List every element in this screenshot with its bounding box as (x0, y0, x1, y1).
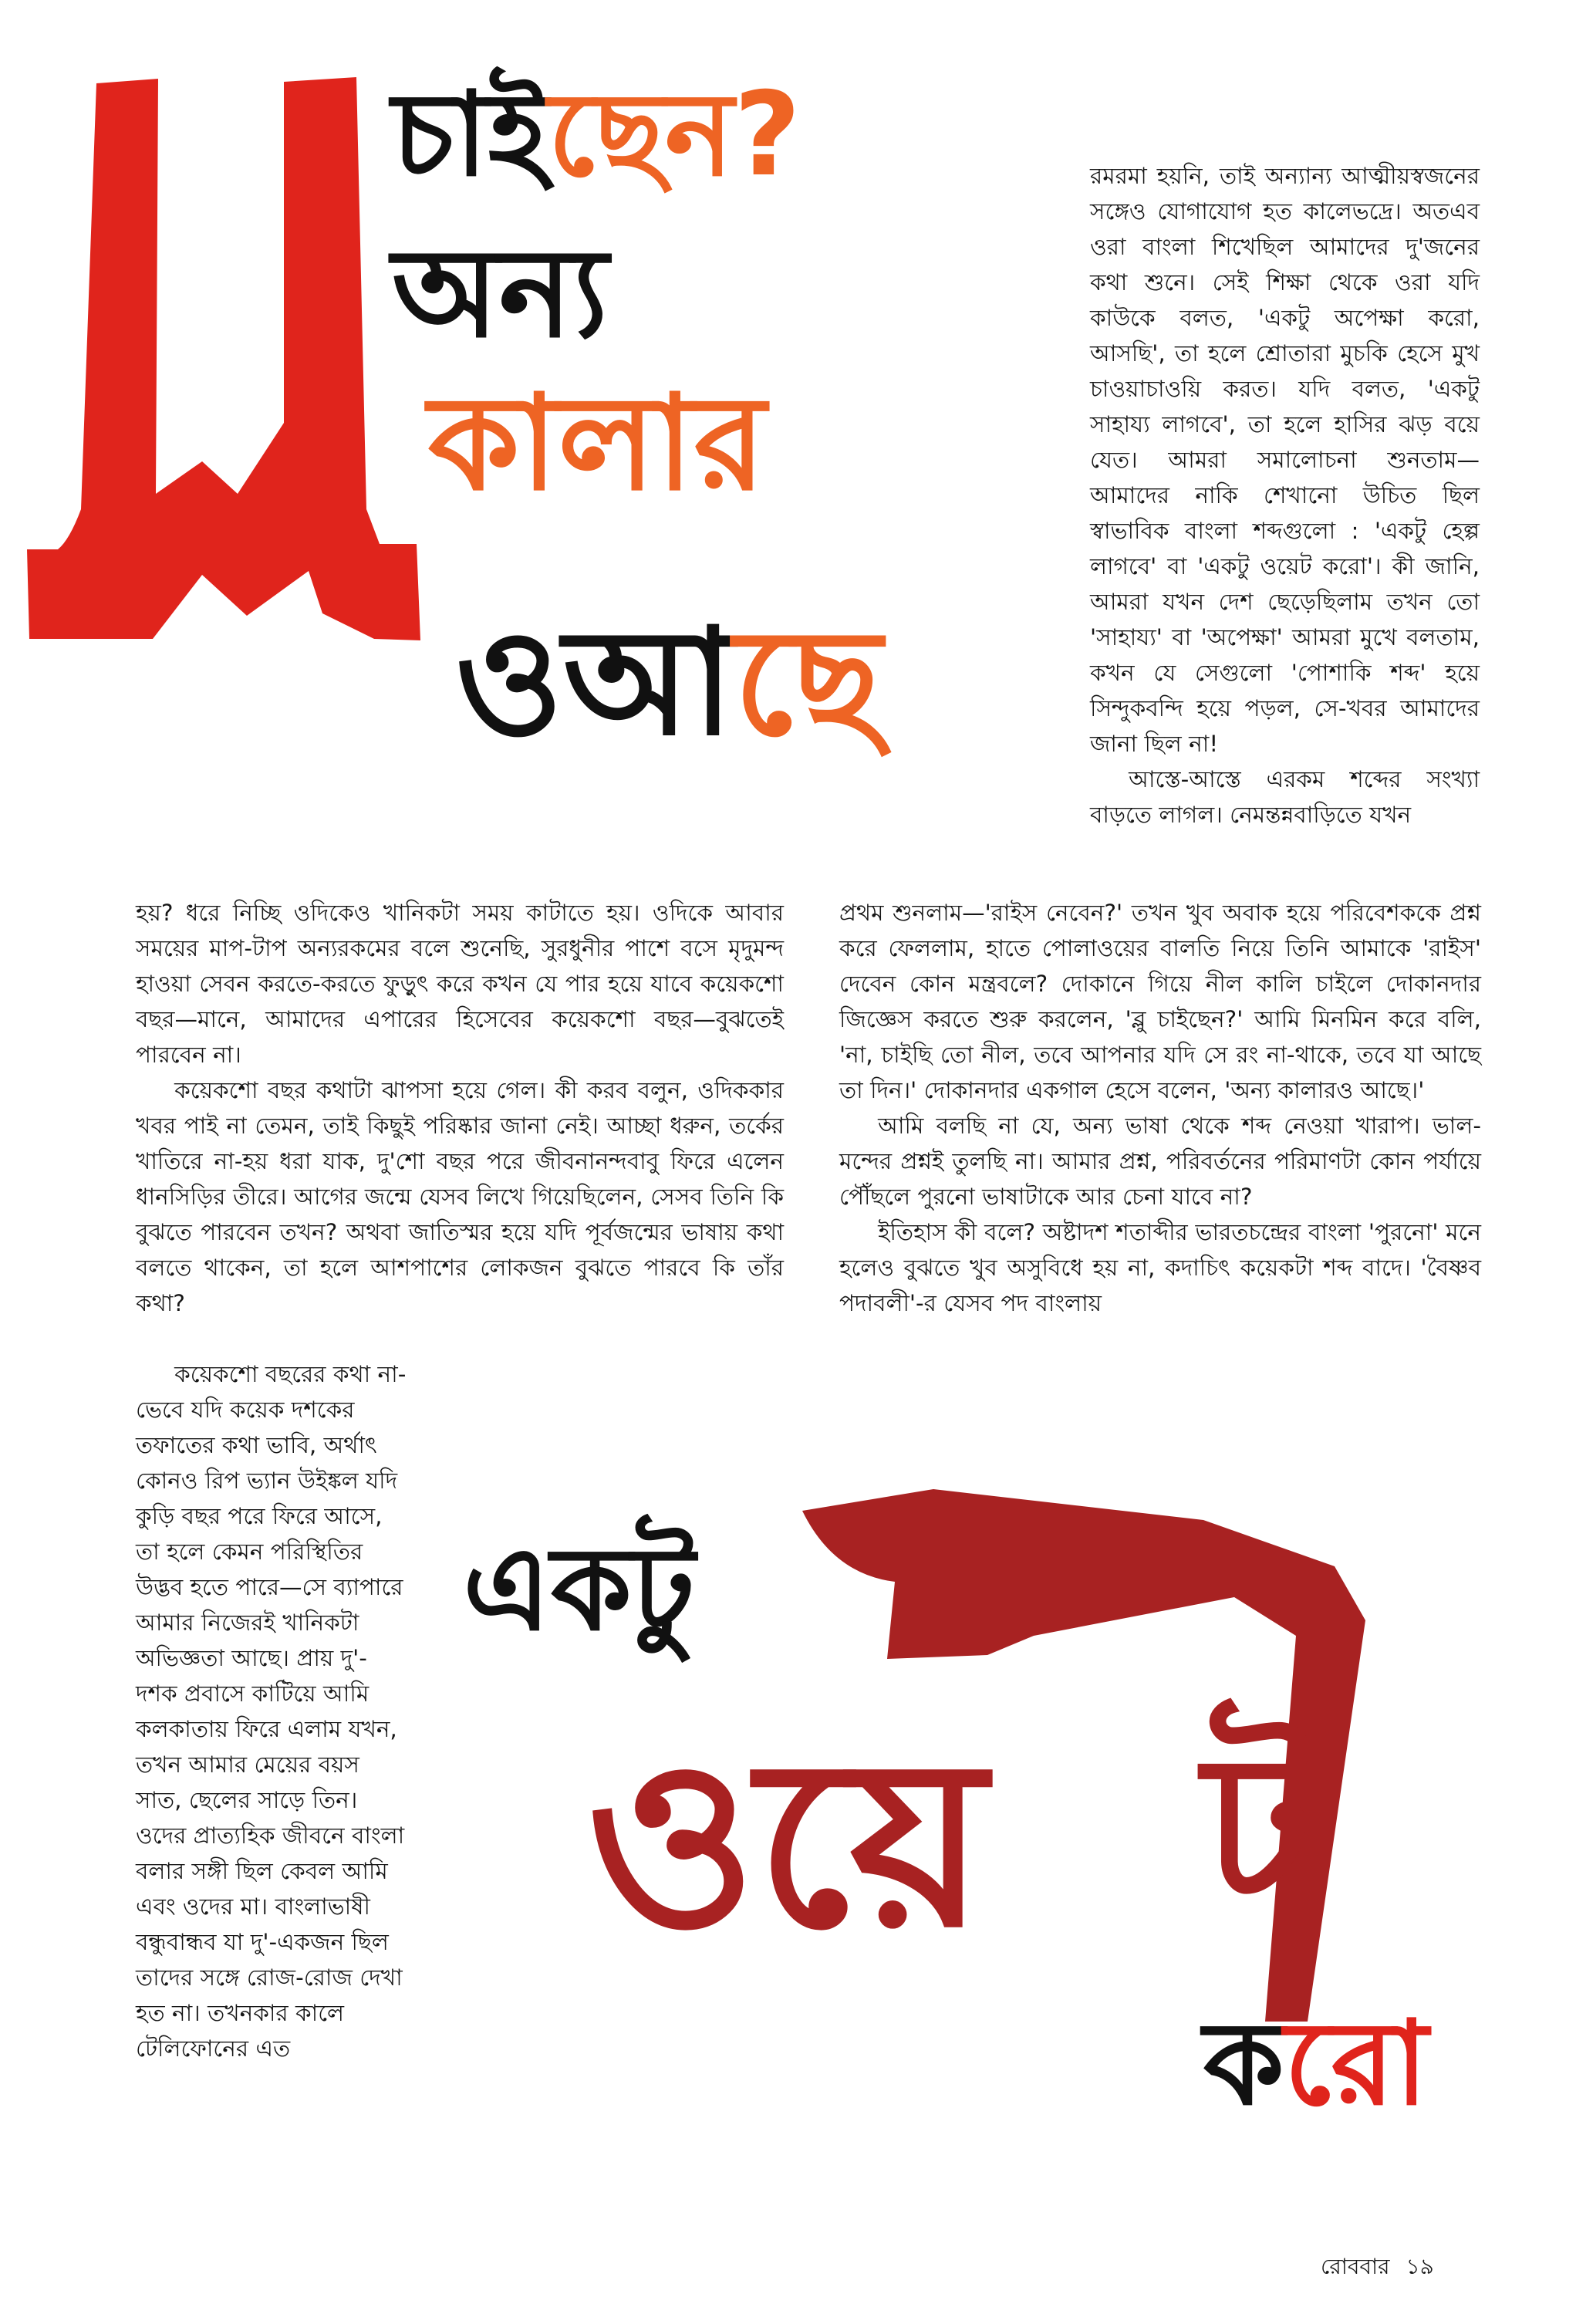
headline-line-4 (455, 597, 882, 768)
paragraph: রমরমা হয়নি, তাই অন্যান্য আত্মীয়স্বজনের সঙ্গেও যোগাযোগ হত কালেভদ্রে। অতএব ওরা বাংলা শিখেছিল আমাদের দু'জনের কথা শুনে। সেই শিক্ষা থেকে ওরা যদি কাউকে বলত, 'একটু অপেক্ষা করো, আসছি', তা হলে শ্রোতারা মুচকি হেসে মুখ চাওয়াচাওয়ি করত। যদি বলত, 'একটু সাহায্য লাগবে', তা হলে হাসির ঝড় বয়ে যেত। আমরা সমালোচনা শুনতাম—আমাদের নাকি শেখানো উচিত ছিল স্বাভাবিক বাংলা শব্দগুলো : 'একটু হেল্প লাগবে' বা 'একটু ওয়েট করো'। কী জানি, আমরা যখন দেশ ছেড়েছিলাম তখন তো 'সাহায্য' বা 'অপেক্ষা' আমরা মুখে বলতাম, কখন যে সেগুলো 'পোশাকি শব্দ' হয়ে সিন্দুকবন্দি হয়ে পড়ল, সে-খবর আমাদের জানা ছিল না! (1090, 163, 1480, 757)
bottom-dark-red-t: ট (1203, 1712, 1313, 1945)
bottom-letter-t (1203, 1712, 1313, 1945)
headline-line-2 (392, 221, 609, 365)
paragraph: কয়েকশো বছর কথাটা ঝাপসা হয়ে গেল। কী করব বলুন, ওদিককার খবর পাই না তেমন, তাই কিছুই পরিষ্কার জানা নেই। আচ্ছা ধরুন, তর্কের খাতিরে না-হয় ধরা যাক, দু'শো বছর পরে জীবনানন্দবাবু ফিরে এলেন ধানসিড়ির তীরে। আগের জন্মে যেসব লিখে গিয়েছিলেন, সেসব তিনি কি বুঝতে পারবেন তখন? অথবা জাতিস্মর হয়ে যদি পূর্বজন্মের ভাষায় কথা বলতে থাকেন, তা হলে আশপাশের লোকজন বুঝতে পারবে কি তাঁর কথা? (136, 1077, 784, 1316)
headline-black-word-o-a: ওআ (455, 597, 734, 768)
bottom-word-koro (1203, 1997, 1429, 2131)
page-number: ১৯ (1406, 2254, 1434, 2279)
paragraph: ইতিহাস কী বলে? অষ্টাদশ শতাব্দীর ভারতচন্দ্রের বাংলা 'পুরনো' মনে হলেও বুঝতে খুব অসুবিধে হয় না, কদাচিৎ কয়েকটা শব্দ বাদে। 'বৈষ্ণব পদাবলী'-র যেসব পদ বাংলায় (839, 1219, 1481, 1316)
headline-orange-word-chhe: ছে (734, 597, 882, 768)
big-blue-letter-art (23, 77, 424, 648)
headline-orange-word-chhen: ছেন? (548, 68, 801, 202)
bottom-red-ro: রো (1284, 1997, 1429, 2131)
headline-word-onno: অন্য (392, 221, 609, 365)
headline-line-1 (392, 68, 801, 202)
bottom-black-ko: ক (1203, 1997, 1284, 2131)
headline-line-3 (428, 367, 766, 520)
paragraph: প্রথম শুনলাম—'রাইস নেবেন?' তখন খুব অবাক হয়ে পরিবেশককে প্রশ্ন করে ফেললাম, হাতে পোলাওয়ের বালতি নিয়ে তিনি আমাকে 'রাইস' দেবেন কোন মন্ত্রবলে? দোকানে গিয়ে নীল কালি চাইলে দোকানদার জিজ্ঞেস করতে শুরু করলেন, 'ব্লু চাইছেন?' আমি মিনমিন করে বলি, 'না, চাইছি তো নীল, তবে আপনার যদি সে রং না-থাকে, তবে যা আছে তা দিন।' দোকানদার একগাল হেসে বলেন, 'অন্য কালারও আছে।' (839, 900, 1481, 1103)
bottom-dark-red-o-black-ye: ওয়ে (586, 1709, 987, 1978)
article-column-left-middle (136, 895, 784, 1321)
article-column-right-top (1090, 158, 1480, 833)
page-footer (1321, 2250, 1434, 2286)
magazine-name: রোববার (1321, 2254, 1390, 2279)
paragraph: কয়েকশো বছরের কথা না-ভেবে যদি কয়েক দশকের তফাতের কথা ভাবি, অর্থাৎ কোনও রিপ ভ্যান উইঙ্কল যদি কুড়ি বছর পরে ফিরে আসে, তা হলে কেমন পরিস্থিতির উদ্ভব হতে পারে—সে ব্যাপারে আমার নিজেরই খানিকটা অভিজ্ঞতা আছে। প্রায় দু'-দশক প্রবাসে কাটিয়ে আমি কলকাতায় ফিরে এলাম যখন, তখন আমার মেয়ের বয়স সাত, ছেলের সাড়ে তিন। ওদের প্রাত্যহিক জীবনে বাংলা বলার সঙ্গী ছিল কেবল আমি এবং ওদের মা। বাংলাভাষী বন্ধুবান্ধব যা দু'-একজন ছিল তাদের সঙ্গে রোজ-রোজ দেখা হত না। তখনকার কালে টেলিফোনের এত (136, 1361, 407, 2062)
headline-black-word-chai: চাই (392, 68, 548, 202)
bottom-word-oyey (586, 1709, 987, 1978)
paragraph: হয়? ধরে নিচ্ছি ওদিকেও খানিকটা সময় কাটাতে হয়। ওদিকে আবার সময়ের মাপ-টাপ অন্যরকমের বলে শুনেছি, সুরধুনীর পাশে বসে মৃদুমন্দ হাওয়া সেবন করতে-করতে ফুড়ুৎ করে কখন যে পার হয়ে যাবে কয়েকশো বছর—মানে, আমাদের এপারের হিসেবের কয়েকশো বছর—বুঝতেই পারবেন না। (136, 900, 784, 1068)
paragraph: আস্তে-আস্তে এরকম শব্দের সংখ্যা বাড়তে লাগল। নেমন্তন্নবাড়িতে যখন (1090, 766, 1480, 828)
article-column-right-middle (839, 895, 1481, 1321)
article-column-left-narrow (136, 1356, 407, 2066)
headline-word-kalar: কালার (428, 367, 766, 520)
bottom-word-ektu (463, 1522, 695, 1657)
bottom-black-ek: এক (463, 1522, 633, 1657)
paragraph: আমি বলছি না যে, অন্য ভাষা থেকে শব্দ নেওয়া খারাপ। ভাল-মন্দের প্রশ্নই তুলছি না। আমার প্রশ্ন, পরিবর্তনের পরিমাণটা কোন পর্যায়ে পৌঁছলে পুরনো ভাষাটাকে আর চেনা যাবে না? (839, 1113, 1481, 1210)
bottom-black-tu: টু (632, 1522, 695, 1657)
